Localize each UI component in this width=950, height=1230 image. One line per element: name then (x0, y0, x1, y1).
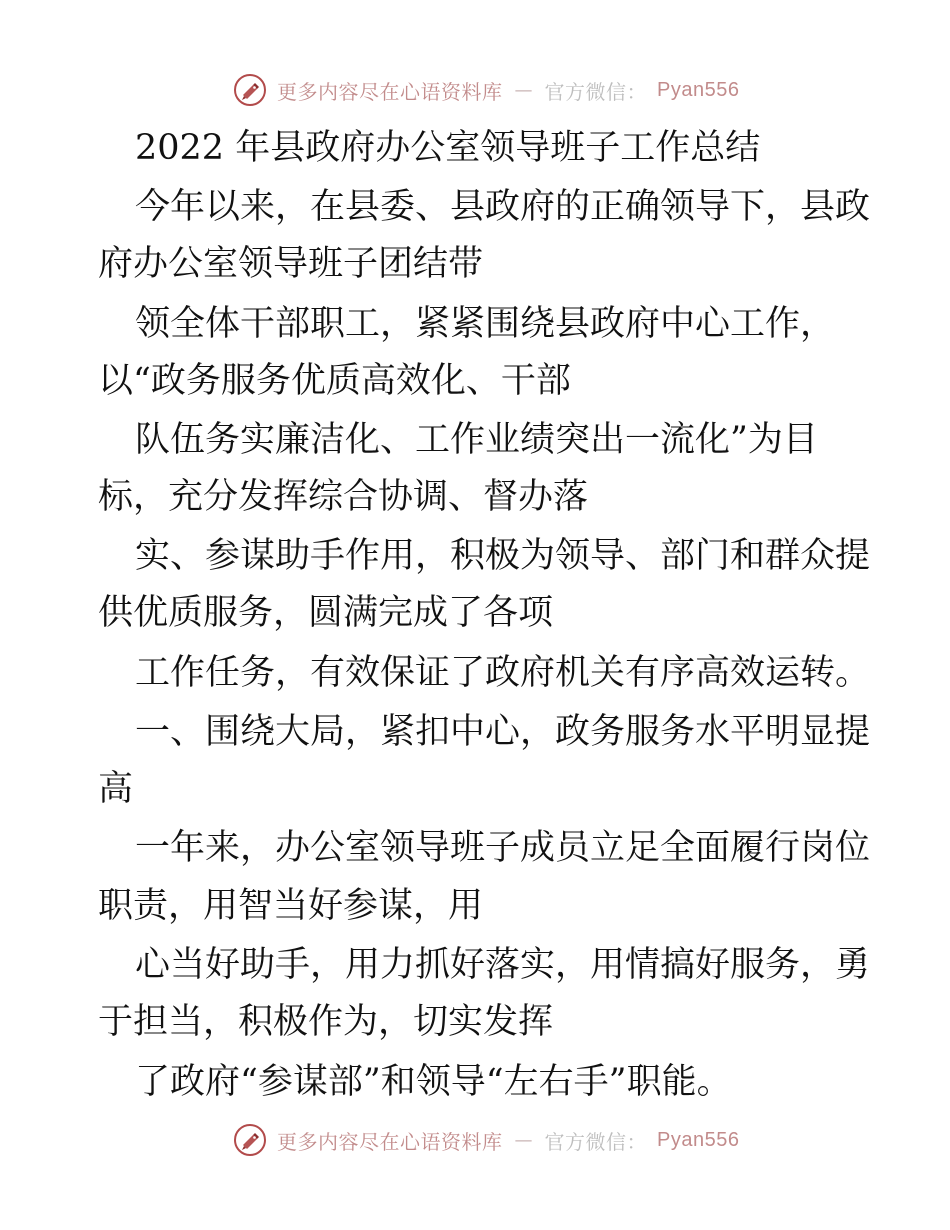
footer-watermark-text: 更多内容尽在心语资料库 (277, 1129, 503, 1154)
paragraph-line: 标，充分发挥综合协调、督办落 (98, 477, 589, 517)
footer-watermark-wechat-label: 官方微信： (544, 1129, 647, 1154)
header-watermark-separator: — (514, 79, 533, 101)
footer-watermark (0, 1120, 950, 1160)
header-watermark-text: 更多内容尽在心语资料库 (277, 79, 503, 104)
paragraph-line: 以“政务服务优质高效化、干部 (98, 361, 571, 401)
paragraph-line: 一年来，办公室领导班子成员立足全面履行岗位 (135, 828, 871, 868)
paragraph-line: 队伍务实廉洁化、工作业绩突出一流化”为目 (135, 420, 818, 460)
paragraph-line: 领全体干部职工，紧紧围绕县政府中心工作， (135, 304, 836, 344)
footer-watermark-inner (233, 1120, 739, 1160)
pen-nib-icon (233, 73, 267, 107)
paragraph-line: 心当好助手，用力抓好落实，用情搞好服务，勇 (135, 945, 871, 985)
footer-watermark-separator: — (514, 1129, 533, 1151)
paragraph-line: 于担当，积极作为，切实发挥 (98, 1002, 554, 1042)
header-watermark-inner (233, 70, 739, 110)
paragraph-line: 今年以来，在县委、县政府的正确领导下，县政 (135, 187, 871, 227)
section-heading-line: 高 (98, 769, 134, 809)
paragraph-line: 府办公室领导班子团结带 (98, 244, 484, 284)
pen-nib-icon (233, 1123, 267, 1157)
document-title: 2022 年县政府办公室领导班子工作总结 (135, 128, 761, 168)
header-watermark-wechat-label: 官方微信： (544, 79, 647, 104)
paragraph-line: 供优质服务，圆满完成了各项 (98, 593, 554, 633)
header-watermark-wechat-id: Pyan556 (657, 78, 740, 101)
paragraph-line: 职责，用智当好参谋，用 (98, 886, 484, 926)
header-watermark (0, 70, 950, 110)
paragraph-line: 实、参谋助手作用，积极为领导、部门和群众提 (135, 536, 871, 576)
footer-watermark-wechat-id: Pyan556 (657, 1128, 740, 1151)
paragraph-line: 了政府“参谋部”和领导“左右手”职能。 (135, 1062, 732, 1102)
paragraph-line: 工作任务，有效保证了政府机关有序高效运转。 (135, 653, 871, 693)
section-heading-line: 一、围绕大局，紧扣中心，政务服务水平明显提 (135, 712, 871, 752)
